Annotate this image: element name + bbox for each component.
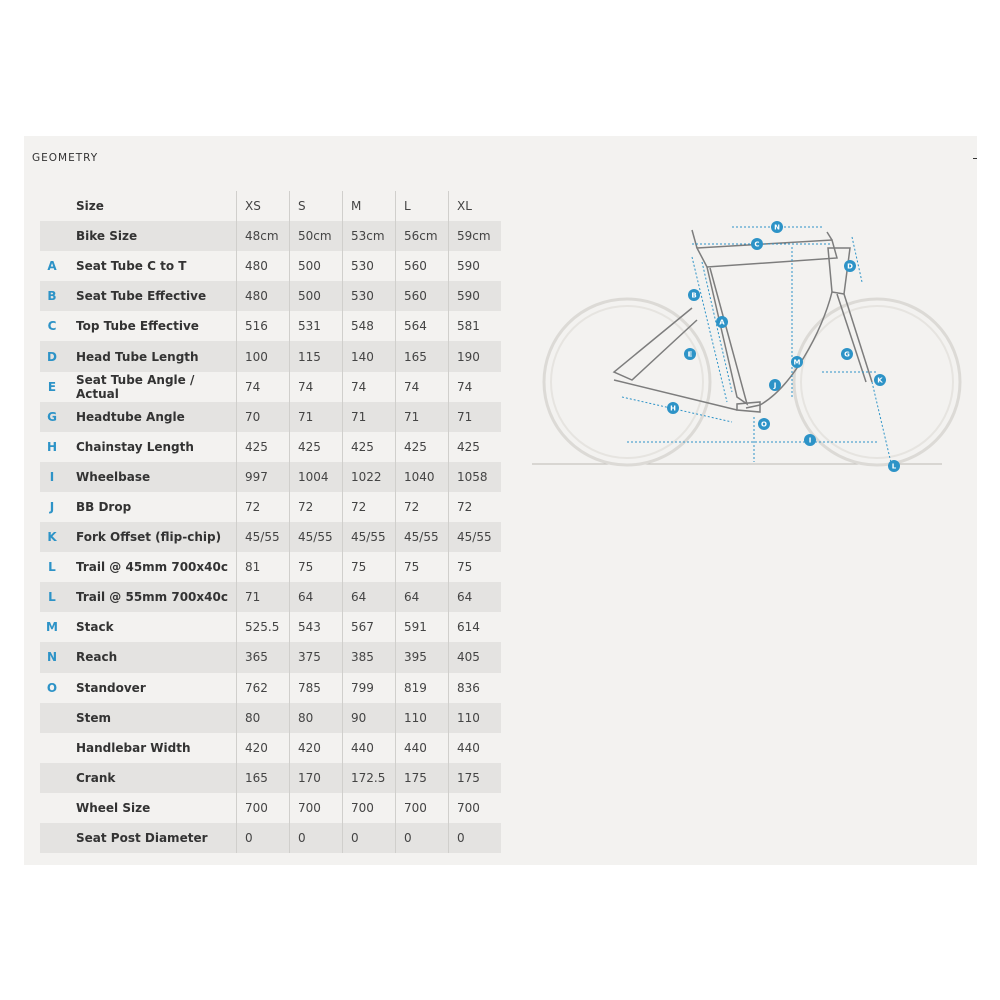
dimension-marker bbox=[758, 418, 770, 430]
table-row bbox=[40, 763, 501, 793]
row-value: 440 bbox=[342, 733, 395, 763]
dimension-marker bbox=[771, 221, 783, 233]
dimension-marker bbox=[804, 434, 816, 446]
row-value: 365 bbox=[236, 642, 289, 672]
row-label: Stack bbox=[76, 620, 114, 635]
dimension-marker bbox=[844, 260, 856, 272]
row-label: Headtube Angle bbox=[76, 409, 185, 424]
row-value: 785 bbox=[289, 673, 342, 703]
row-label: BB Drop bbox=[76, 499, 132, 514]
row-value: 799 bbox=[342, 673, 395, 703]
svg-text:J: J bbox=[773, 381, 777, 390]
row-value: 480 bbox=[236, 281, 289, 311]
svg-text:H: H bbox=[670, 404, 676, 413]
row-letter: J bbox=[49, 499, 55, 514]
row-value: 420 bbox=[289, 733, 342, 763]
svg-text:A: A bbox=[719, 318, 725, 327]
row-letter: E bbox=[47, 379, 57, 394]
row-value: 74 bbox=[289, 372, 342, 402]
row-value: 90 bbox=[342, 703, 395, 733]
row-value: 81 bbox=[236, 552, 289, 582]
table-row bbox=[40, 582, 501, 612]
table-header-row bbox=[40, 191, 501, 221]
row-value: 75 bbox=[395, 552, 448, 582]
table-row bbox=[40, 492, 501, 522]
row-label: Reach bbox=[76, 650, 118, 665]
header-label: Size bbox=[76, 199, 104, 214]
table-row bbox=[40, 432, 501, 462]
row-label: Seat Tube Angle / Actual bbox=[76, 372, 195, 401]
svg-text:L: L bbox=[891, 462, 897, 471]
table-row bbox=[40, 673, 501, 703]
row-value: 762 bbox=[236, 673, 289, 703]
row-letter: L bbox=[48, 560, 56, 575]
dimension-marker bbox=[716, 316, 728, 328]
row-value: 75 bbox=[448, 552, 501, 582]
row-label: Head Tube Length bbox=[76, 349, 199, 364]
dimension-marker bbox=[751, 238, 763, 250]
row-value: 110 bbox=[448, 703, 501, 733]
row-value: 165 bbox=[236, 763, 289, 793]
svg-text:K: K bbox=[877, 376, 883, 385]
row-value: 140 bbox=[342, 341, 395, 371]
row-value: 175 bbox=[395, 763, 448, 793]
row-letter: H bbox=[46, 439, 58, 454]
table-body bbox=[40, 221, 501, 853]
row-value: 45/55 bbox=[448, 522, 501, 552]
row-value: 1058 bbox=[448, 462, 501, 492]
row-letter: B bbox=[47, 289, 57, 304]
row-label: Chainstay Length bbox=[76, 439, 194, 454]
row-letter: C bbox=[47, 319, 57, 334]
table-row bbox=[40, 793, 501, 823]
row-value: 56cm bbox=[395, 221, 448, 251]
row-value: 420 bbox=[236, 733, 289, 763]
row-value: 581 bbox=[448, 311, 501, 341]
dimension-marker bbox=[874, 374, 886, 386]
table-row bbox=[40, 311, 501, 341]
table-row bbox=[40, 221, 501, 251]
table-row bbox=[40, 733, 501, 763]
row-value: 1004 bbox=[289, 462, 342, 492]
row-label: Seat Post Diameter bbox=[76, 831, 208, 846]
row-value: 700 bbox=[289, 793, 342, 823]
row-label: Stem bbox=[76, 710, 112, 725]
row-value: 45/55 bbox=[342, 522, 395, 552]
row-value: 110 bbox=[395, 703, 448, 733]
row-letter: K bbox=[47, 530, 57, 545]
rear-wheel bbox=[544, 299, 710, 465]
row-value: 48cm bbox=[236, 221, 289, 251]
row-value: 50cm bbox=[289, 221, 342, 251]
row-value: 425 bbox=[236, 432, 289, 462]
row-value: 425 bbox=[289, 432, 342, 462]
row-value: 71 bbox=[289, 402, 342, 432]
row-value: 548 bbox=[342, 311, 395, 341]
row-value: 385 bbox=[342, 642, 395, 672]
row-value: 80 bbox=[236, 703, 289, 733]
row-label: Bike Size bbox=[76, 229, 138, 244]
row-value: 405 bbox=[448, 642, 501, 672]
row-value: 74 bbox=[448, 372, 501, 402]
row-letter: G bbox=[47, 409, 57, 424]
row-label: Trail @ 55mm 700x40c bbox=[76, 590, 228, 605]
corner-mark bbox=[973, 158, 977, 159]
row-value: 170 bbox=[289, 763, 342, 793]
row-value: 480 bbox=[236, 251, 289, 281]
table-row bbox=[40, 341, 501, 371]
row-value: 425 bbox=[342, 432, 395, 462]
row-letter: O bbox=[46, 680, 58, 695]
row-value: 590 bbox=[448, 251, 501, 281]
row-label: Wheelbase bbox=[76, 469, 151, 484]
table-row bbox=[40, 462, 501, 492]
row-value: 172.5 bbox=[342, 763, 395, 793]
row-value: 64 bbox=[289, 582, 342, 612]
table-row bbox=[40, 823, 501, 853]
svg-text:M: M bbox=[793, 358, 801, 367]
table-row bbox=[40, 552, 501, 582]
row-value: 1022 bbox=[342, 462, 395, 492]
dimension-marker bbox=[841, 348, 853, 360]
row-value: 375 bbox=[289, 642, 342, 672]
row-letter: L bbox=[48, 590, 56, 605]
svg-text:O: O bbox=[761, 420, 767, 429]
row-value: 72 bbox=[342, 492, 395, 522]
row-value: 531 bbox=[289, 311, 342, 341]
row-value: 53cm bbox=[342, 221, 395, 251]
table-row bbox=[40, 642, 501, 672]
row-value: 59cm bbox=[448, 221, 501, 251]
row-value: 64 bbox=[342, 582, 395, 612]
row-value: 700 bbox=[395, 793, 448, 823]
row-value: 0 bbox=[448, 823, 501, 853]
row-value: 590 bbox=[448, 281, 501, 311]
row-value: 0 bbox=[395, 823, 448, 853]
row-value: 530 bbox=[342, 281, 395, 311]
row-value: 819 bbox=[395, 673, 448, 703]
row-value: 75 bbox=[342, 552, 395, 582]
dimension-marker bbox=[667, 402, 679, 414]
svg-text:N: N bbox=[774, 223, 780, 232]
row-value: 190 bbox=[448, 341, 501, 371]
row-letter: M bbox=[46, 620, 58, 635]
row-label: Top Tube Effective bbox=[76, 319, 199, 334]
row-value: 500 bbox=[289, 251, 342, 281]
row-label: Wheel Size bbox=[76, 800, 151, 815]
row-value: 0 bbox=[289, 823, 342, 853]
dimension-marker bbox=[688, 289, 700, 301]
row-value: 440 bbox=[448, 733, 501, 763]
geometry-panel bbox=[24, 136, 977, 865]
row-value: 564 bbox=[395, 311, 448, 341]
svg-text:B: B bbox=[691, 291, 697, 300]
row-value: 75 bbox=[289, 552, 342, 582]
row-value: 530 bbox=[342, 251, 395, 281]
table-row bbox=[40, 372, 501, 402]
row-value: 0 bbox=[236, 823, 289, 853]
row-value: 45/55 bbox=[395, 522, 448, 552]
row-value: 71 bbox=[342, 402, 395, 432]
row-label: Seat Tube Effective bbox=[76, 289, 207, 304]
row-value: 543 bbox=[289, 612, 342, 642]
row-value: 64 bbox=[395, 582, 448, 612]
row-value: 700 bbox=[342, 793, 395, 823]
table-row bbox=[40, 281, 501, 311]
svg-text:I: I bbox=[808, 436, 812, 445]
row-value: 71 bbox=[236, 582, 289, 612]
header-size-m: M bbox=[342, 191, 395, 221]
table-row bbox=[40, 251, 501, 281]
svg-text:G: G bbox=[844, 350, 850, 359]
row-value: 0 bbox=[342, 823, 395, 853]
row-value: 71 bbox=[395, 402, 448, 432]
row-value: 100 bbox=[236, 341, 289, 371]
row-label: Handlebar Width bbox=[76, 740, 191, 755]
row-value: 71 bbox=[448, 402, 501, 432]
row-value: 80 bbox=[289, 703, 342, 733]
row-letter: A bbox=[47, 259, 57, 274]
row-value: 395 bbox=[395, 642, 448, 672]
row-letter: I bbox=[49, 469, 55, 484]
row-value: 525.5 bbox=[236, 612, 289, 642]
dimension-marker bbox=[888, 460, 900, 472]
row-value: 74 bbox=[342, 372, 395, 402]
geometry-table bbox=[40, 191, 501, 853]
table-row bbox=[40, 703, 501, 733]
svg-text:D: D bbox=[847, 262, 853, 271]
row-label: Crank bbox=[76, 770, 116, 785]
row-value: 997 bbox=[236, 462, 289, 492]
table-row bbox=[40, 612, 501, 642]
row-value: 45/55 bbox=[236, 522, 289, 552]
dimension-marker bbox=[684, 348, 696, 360]
row-value: 74 bbox=[395, 372, 448, 402]
table-row bbox=[40, 402, 501, 432]
header-size-s: S bbox=[289, 191, 342, 221]
bike-geometry-diagram bbox=[532, 212, 962, 482]
row-value: 560 bbox=[395, 251, 448, 281]
row-value: 700 bbox=[236, 793, 289, 823]
row-value: 72 bbox=[236, 492, 289, 522]
row-value: 175 bbox=[448, 763, 501, 793]
row-letter: N bbox=[46, 650, 58, 665]
row-letter: D bbox=[47, 349, 57, 364]
svg-text:C: C bbox=[754, 240, 760, 249]
row-value: 836 bbox=[448, 673, 501, 703]
dimension-marker bbox=[791, 356, 803, 368]
row-value: 72 bbox=[448, 492, 501, 522]
dimension-marker bbox=[769, 379, 781, 391]
svg-text:E: E bbox=[687, 350, 693, 359]
row-value: 591 bbox=[395, 612, 448, 642]
header-size-xs: XS bbox=[236, 191, 289, 221]
section-title: GEOMETRY bbox=[32, 152, 99, 164]
row-value: 70 bbox=[236, 402, 289, 432]
row-value: 440 bbox=[395, 733, 448, 763]
row-value: 516 bbox=[236, 311, 289, 341]
table-row bbox=[40, 522, 501, 552]
row-value: 700 bbox=[448, 793, 501, 823]
row-value: 115 bbox=[289, 341, 342, 371]
header-size-xl: XL bbox=[448, 191, 501, 221]
row-label: Standover bbox=[76, 680, 146, 695]
row-value: 567 bbox=[342, 612, 395, 642]
row-value: 74 bbox=[236, 372, 289, 402]
row-value: 425 bbox=[395, 432, 448, 462]
row-label: Fork Offset (flip-chip) bbox=[76, 530, 222, 545]
row-value: 425 bbox=[448, 432, 501, 462]
row-value: 614 bbox=[448, 612, 501, 642]
row-value: 64 bbox=[448, 582, 501, 612]
header-size-l: L bbox=[395, 191, 448, 221]
row-value: 72 bbox=[289, 492, 342, 522]
row-value: 165 bbox=[395, 341, 448, 371]
row-value: 560 bbox=[395, 281, 448, 311]
row-value: 500 bbox=[289, 281, 342, 311]
row-value: 72 bbox=[395, 492, 448, 522]
row-label: Seat Tube C to T bbox=[76, 259, 187, 274]
row-value: 45/55 bbox=[289, 522, 342, 552]
row-value: 1040 bbox=[395, 462, 448, 492]
row-label: Trail @ 45mm 700x40c bbox=[76, 560, 228, 575]
